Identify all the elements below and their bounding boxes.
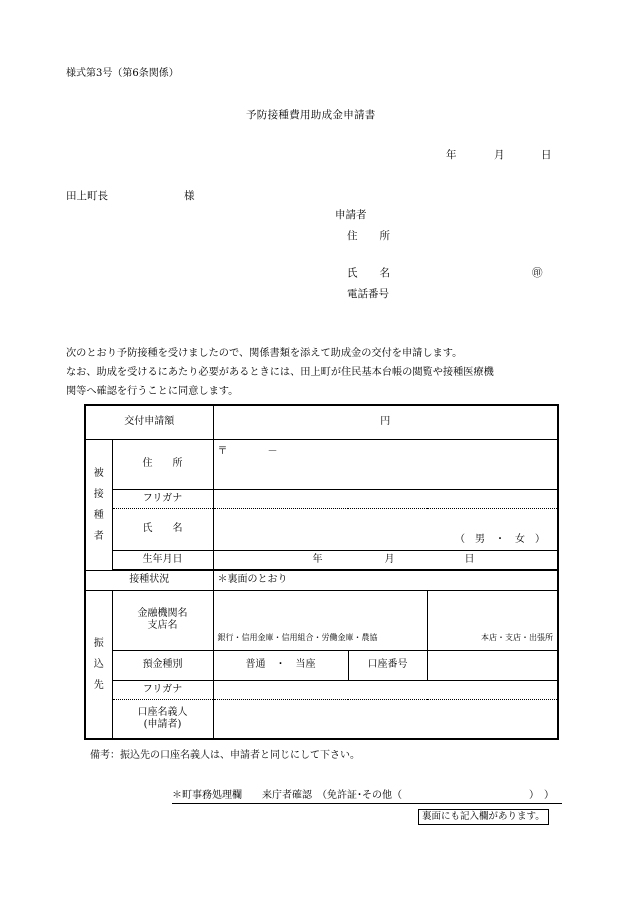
application-table <box>84 404 559 740</box>
bank-label: 金融機関名 支店名 <box>112 590 213 650</box>
seal-icon: ㊞ <box>532 267 543 279</box>
vaccinee-furigana-field[interactable] <box>213 489 558 508</box>
applicant-label: 申請者 <box>335 209 367 221</box>
body-paragraph-line: 次のとおり予防接種を受けましたので、関係書類を添えて助成金の交付を申請します。 <box>66 348 463 359</box>
applicant-name-label: 氏 名 <box>347 267 390 279</box>
amount-unit: 円 <box>380 416 391 428</box>
deposit-type-options[interactable]: 普通 ・ 当座 <box>213 650 348 680</box>
office-processing-line <box>172 791 562 804</box>
bank-name-field[interactable] <box>213 590 427 650</box>
account-holder-field[interactable] <box>213 699 558 739</box>
birth-year-label: 年 <box>312 553 323 565</box>
vaccinee-name-field[interactable] <box>213 508 558 550</box>
addressee-honorific: 様 <box>184 190 195 202</box>
branch-name-field[interactable] <box>427 590 558 650</box>
birthdate-field[interactable] <box>213 550 558 569</box>
office-label: ＊町事務処理欄 来庁者確認 （免許証･その他（ <box>172 790 402 801</box>
account-furigana-label: フリガナ <box>112 680 213 699</box>
applicant-address-label: 住 所 <box>347 230 390 242</box>
page-title: 予防接種費用助成金申請書 <box>246 109 376 121</box>
transfer-group-label: 振 込 先 <box>85 590 112 739</box>
office-close: ） ） <box>529 790 554 801</box>
applicant-phone-label: 電話番号 <box>347 288 389 300</box>
form-number: 様式第3号（第6条関係） <box>66 68 179 79</box>
body-paragraph-line: なお、助成を受けるにあたり必要があるときには、田上町が住民基本台帳の閲覧や接種医療機 <box>66 367 494 378</box>
deposit-type-label: 預金種別 <box>112 650 213 680</box>
birth-month-label: 月 <box>384 553 395 565</box>
vaccinee-address-label: 住 所 <box>112 439 213 489</box>
vaccinee-name-label: 氏 名 <box>112 508 213 550</box>
date-day-label: 日 <box>541 149 552 161</box>
remarks-note: 備考：振込先の口座名義人は、申請者と同じにして下さい。 <box>90 750 360 761</box>
amount-field[interactable] <box>213 405 558 439</box>
bank-type-options: 銀行・信用金庫・信用組合・労働金庫・農協 <box>217 632 378 642</box>
postal-dash: － <box>267 445 278 457</box>
account-number-field[interactable] <box>427 650 558 680</box>
vaccinee-address-field[interactable] <box>213 439 558 489</box>
date-year-label: 年 <box>446 149 457 161</box>
vaccinee-group-label: 被 接 種 者 <box>85 439 112 570</box>
body-paragraph-line: 関等へ確認を行うことに同意します。 <box>66 386 239 397</box>
birth-day-label: 日 <box>464 553 475 565</box>
vaccinee-furigana-label: フリガナ <box>112 489 213 508</box>
account-furigana-field[interactable] <box>213 680 558 699</box>
account-number-label: 口座番号 <box>348 650 427 680</box>
postal-mark: 〒 <box>217 445 228 457</box>
amount-label: 交付申請額 <box>85 405 213 439</box>
birthdate-label: 生年月日 <box>112 550 213 569</box>
back-side-notice: 裏面にも記入欄があります。 <box>418 809 549 825</box>
date-month-label: 月 <box>494 149 505 161</box>
branch-type-options: 本店・支店・出張所 <box>481 632 553 642</box>
addressee-name: 田上町長 <box>66 190 108 202</box>
vaccination-status-value: ＊裏面のとおり <box>213 570 558 590</box>
gender-options[interactable]: （ 男 ・ 女 ） <box>455 533 545 545</box>
vaccination-status-label: 接種状況 <box>85 570 213 590</box>
account-holder-label: 口座名義人 (申請者) <box>112 699 213 739</box>
